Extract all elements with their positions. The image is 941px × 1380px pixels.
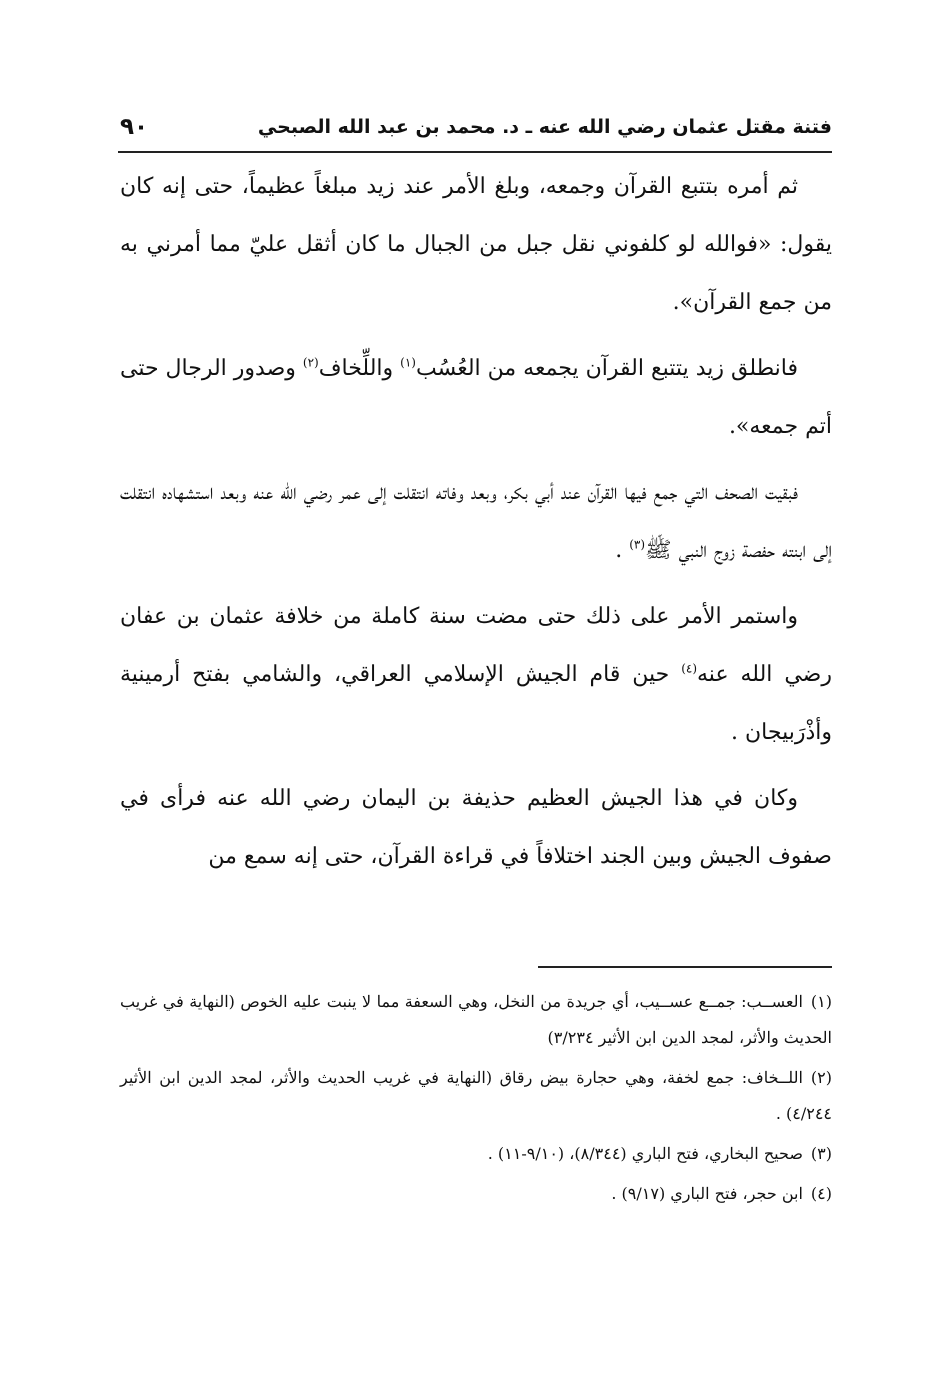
paragraph-text: وكان في هذا الجيش العظيم حذيفة بن اليمان رضي الله عنه فرأى في صفوف الجيش وبين الجند اختلافاً في قراءة القرآن، حتى إنه سمع من — [120, 786, 832, 869]
footnote-3 — [120, 1136, 832, 1172]
paragraph-2 — [120, 340, 832, 456]
paragraph-text: وصدور الرجال حتى أتم جمعه». — [119, 356, 832, 439]
footnote-text: اللــخاف: جمع لخفة، وهي حجارة بيض رقاق (النهاية في غريب الحديث والأثر، لمجد الدين ابن الأثير ٤/٢٤٤) . — [120, 1068, 832, 1123]
paragraph-text: حين قام الجيش الإسلامي العراقي، والشامي بفتح أرمينية وأذْرَبيجان . — [120, 662, 832, 745]
paragraph-text: ثم أمره بتتبع القرآن وجمعه، وبلغ الأمر عند زيد مبلغاً عظيماً، حتى إنه كان يقول: «فوالله لو كلفوني نقل جبل من الجبال ما كان أثقل عليّ مما أمرني به من جمع القرآن». — [120, 174, 832, 315]
footnote-2 — [120, 1060, 832, 1132]
page-number: ٩٠ — [120, 114, 149, 140]
footnote-text: العســب: جمــع عســيب، أي جريدة من النخل، وهي السعفة مما لا ينبت عليه الخوص (النهاية في غريب الحديث والأثر، لمجد الدين ابن الأثير ٣/٢٣٤) — [120, 992, 832, 1047]
footnote-rule — [538, 966, 832, 968]
footnote-1 — [120, 984, 832, 1056]
footnote-number: (١) — [810, 992, 832, 1011]
footnote-number: (٣) — [810, 1144, 832, 1163]
footnote-ref-4[interactable]: (٤) — [681, 661, 698, 676]
footnote-text: ابن حجر، فتح الباري (٩/١٧) . — [611, 1184, 803, 1203]
paragraph-text: فانطلق زيد يتتبع القرآن يجمعه من العُسُب — [415, 356, 798, 381]
running-header — [120, 112, 832, 148]
paragraph-text: . — [615, 538, 630, 563]
footnote-ref-2[interactable]: (٢) — [302, 355, 319, 370]
paragraph-5 — [120, 770, 832, 886]
paragraph-text: واللِّخاف — [318, 356, 401, 381]
footnote-text: صحيح البخاري، فتح الباري (٨/٣٤٤)، (٩/١٠-١١) . — [487, 1144, 803, 1163]
footnote-4 — [120, 1176, 832, 1212]
header-rule — [118, 151, 832, 153]
footnote-number: (٤) — [810, 1184, 832, 1203]
footnotes — [120, 984, 832, 1216]
footnote-ref-3[interactable]: (٣) — [629, 537, 646, 552]
footnote-number: (٢) — [810, 1068, 832, 1087]
paragraph-3 — [120, 464, 832, 580]
paragraph-text: واستمر الأمر على ذلك حتى مضت سنة كاملة من خلافة عثمان بن عفان رضي الله عنه — [120, 604, 832, 687]
footnote-ref-1[interactable]: (١) — [400, 355, 416, 370]
paragraph-text: فبقيت الصحف التي جمع فيها القرآن عند أبي بكر، وبعد وفاته انتقلت إلى عمر رضي الله عنه وبعد استشهاده انتقلت إلى ابنته حفصة زوج النبي ﷺ — [120, 480, 832, 563]
paragraph-1 — [120, 158, 832, 332]
header-title: فتنة مقتل عثمان رضي الله عنه ـ د. محمد بن عبد الله الصبحي — [257, 116, 832, 138]
body-text — [120, 158, 832, 894]
paragraph-4 — [120, 588, 832, 762]
